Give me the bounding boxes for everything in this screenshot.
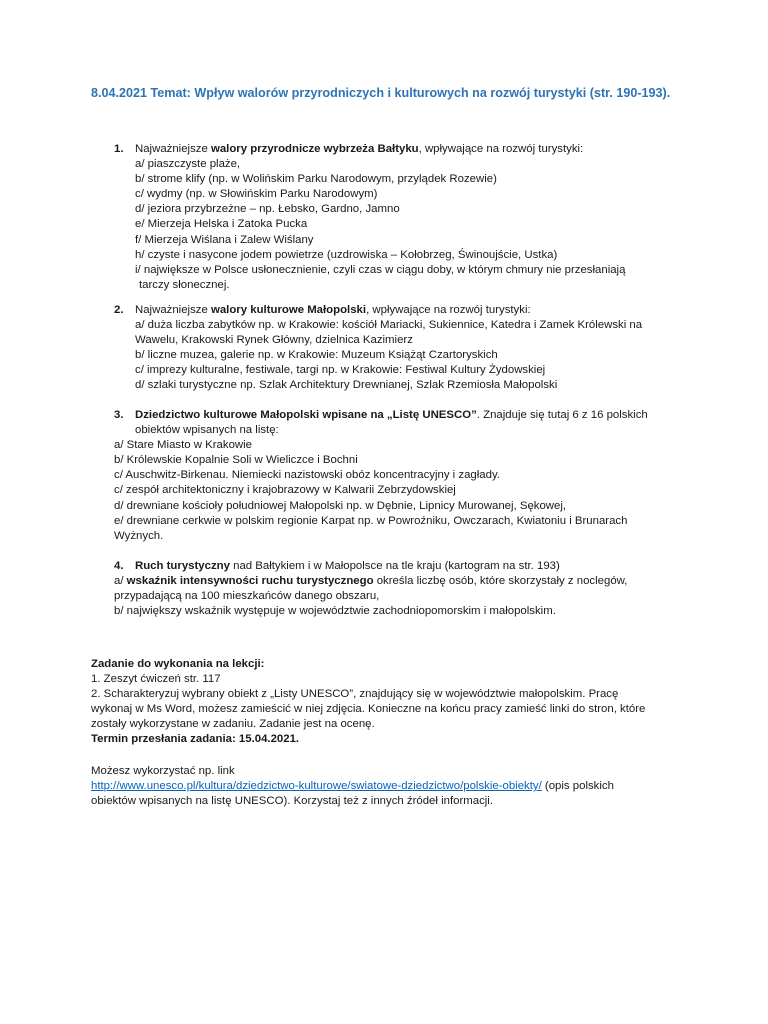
list-item: a/ duża liczba zabytków np. w Krakowie: kościół Mariacki, Sukiennice, Katedra i Zamek Królewski na	[135, 319, 643, 332]
list-item-continuation: Wawelu, Krakowski Rynek Główny, dzielnica Kazimierz	[135, 334, 413, 347]
resources-block	[91, 764, 711, 809]
resources-line: obiektów wpisanych na listę UNESCO). Korzystaj też z innych źródeł informacji.	[91, 795, 493, 808]
unesco-link[interactable]: http://www.unesco.pl/kultura/dziedzictwo-kulturowe/swiatowe-dziedzictwo/polskie-obiekty/	[91, 780, 542, 793]
section-2-intro: Najważniejsze	[135, 304, 211, 316]
section-1-intro: Najważniejsze	[135, 143, 211, 155]
section-tourist-traffic	[0, 559, 768, 619]
list-item: d/ szlaki turystyczne np. Szlak Architektury Drewnianej, Szlak Rzemiosła Małopolski	[135, 379, 558, 392]
section-2-intro-end: , wpływające na rozwój turystyki:	[366, 304, 531, 316]
list-item: b/ liczne muzea, galerie np. w Krakowie: Muzeum Książąt Czartoryskich	[135, 349, 498, 362]
section-natural-values	[0, 142, 768, 293]
task-line: zostały wykorzystane w zadaniu. Zadanie jest na ocenę.	[91, 718, 375, 731]
list-item: a/ piaszczyste plaże,	[135, 158, 241, 171]
list-item-continuation: przypadającą na 100 mieszkańców danego obszaru,	[114, 590, 380, 603]
list-item	[0, 574, 768, 589]
task-line: 1. Zeszyt ćwiczeń str. 117	[91, 673, 221, 686]
list-item: b/ Królewskie Kopalnie Soli w Wieliczce i Bochni	[114, 454, 358, 467]
list-item-prefix: a/	[114, 575, 127, 588]
section-cultural-values	[0, 303, 768, 394]
list-item-bold: wskaźnik intensywności ruchu turystycznego	[126, 575, 374, 588]
section-1-heading	[0, 142, 768, 157]
section-2-intro-bold: walory kulturowe Małopolski	[210, 304, 367, 316]
list-item: a/ Stare Miasto w Krakowie	[114, 439, 253, 452]
section-3-heading	[0, 408, 768, 423]
list-item: e/ drewniane cerkwie w polskim regionie Karpat np. w Powroźniku, Owczarach, Kwiatoniu i Brunarach	[114, 514, 628, 527]
resources-link-note: (opis polskich	[541, 780, 614, 793]
section-4-number: 4.	[114, 560, 124, 572]
list-item: c/ wydmy (np. w Słowińskim Parku Narodowym)	[135, 188, 378, 201]
list-item: c/ imprezy kulturalne, festiwale, targi np. w Krakowie: Festiwal Kultury Żydowskiej	[135, 364, 546, 377]
page-title: 8.04.2021 Temat: Wpływ walorów przyrodniczych i kulturowych na rozwój turystyki (str. 190-193).	[91, 86, 671, 100]
list-item: d/ jeziora przybrzeżne – np. Łebsko, Gardno, Jamno	[135, 203, 400, 216]
section-1-intro-end: , wpływające na rozwój turystyki:	[418, 143, 584, 155]
resources-intro: Możesz wykorzystać np. link	[91, 765, 235, 777]
section-2-heading	[0, 303, 768, 318]
section-3-intro-bold: Dziedzictwo kulturowe Małopolski wpisane na „Listę UNESCO”	[135, 409, 477, 421]
section-4-intro-bold: Ruch turystyczny	[135, 560, 230, 572]
section-3-number: 3.	[114, 409, 124, 421]
list-item: c/ Auschwitz-Birkenau. Niemiecki nazistowski obóz koncentracyjny i zagłady.	[114, 469, 500, 482]
list-item: h/ czyste i nasycone jodem powietrze (uzdrowiska – Kołobrzeg, Świnoujście, Ustka)	[135, 248, 558, 261]
section-3-intro-continuation: obiektów wpisanych na listę:	[135, 424, 279, 437]
resources-link-line	[91, 779, 711, 794]
list-item: f/ Mierzeja Wiślana i Zalew Wiślany	[135, 233, 314, 246]
section-3-intro-end: . Znajduje się tutaj 6 z 16 polskich	[476, 409, 648, 421]
task-deadline: Termin przesłania zadania: 15.04.2021.	[91, 733, 300, 746]
list-item: e/ Mierzeja Helska i Zatoka Pucka	[135, 218, 308, 231]
section-1-intro-bold: walory przyrodnicze wybrzeża Bałtyku	[210, 143, 419, 155]
task-block	[91, 657, 711, 748]
task-line: 2. Scharakteryzuj wybrany obiekt z „Listy UNESCO”, znajdujący się w województwie małopolskim. Pracę	[91, 688, 619, 701]
section-2-number: 2.	[114, 304, 124, 316]
list-item: d/ drewniane kościoły południowej Małopolski np. w Dębnie, Lipnicy Murowanej, Sękowej,	[114, 499, 567, 512]
list-item: i/ największe w Polsce usłonecznienie, czyli czas w ciągu doby, w którym chmury nie przesłaniają	[135, 263, 626, 276]
task-line: wykonaj w Ms Word, możesz zamieścić w niej zdjęcia. Konieczne na końcu pracy zamieść linki do stron, które	[91, 703, 646, 716]
section-4-heading	[0, 559, 768, 574]
section-1-number: 1.	[114, 143, 124, 155]
section-unesco-heritage	[0, 408, 768, 544]
section-4-intro-end: nad Bałtykiem i w Małopolsce na tle kraju (kartogram na str. 193)	[229, 560, 560, 572]
list-item-continuation: Wyżnych.	[114, 529, 164, 542]
list-item-continuation: tarczy słonecznej.	[139, 278, 230, 291]
list-item: c/ zespół architektoniczny i krajobrazowy w Kalwarii Zebrzydowskiej	[114, 484, 456, 497]
task-heading: Zadanie do wykonania na lekcji:	[91, 658, 265, 670]
list-item: b/ strome klify (np. w Wolińskim Parku Narodowym, przylądek Rozewie)	[135, 173, 497, 186]
list-item-text: określa liczbę osób, które skorzystały z noclegów,	[373, 575, 628, 588]
list-item: b/ największy wskaźnik występuje w województwie zachodniopomorskim i małopolskim.	[114, 605, 556, 618]
